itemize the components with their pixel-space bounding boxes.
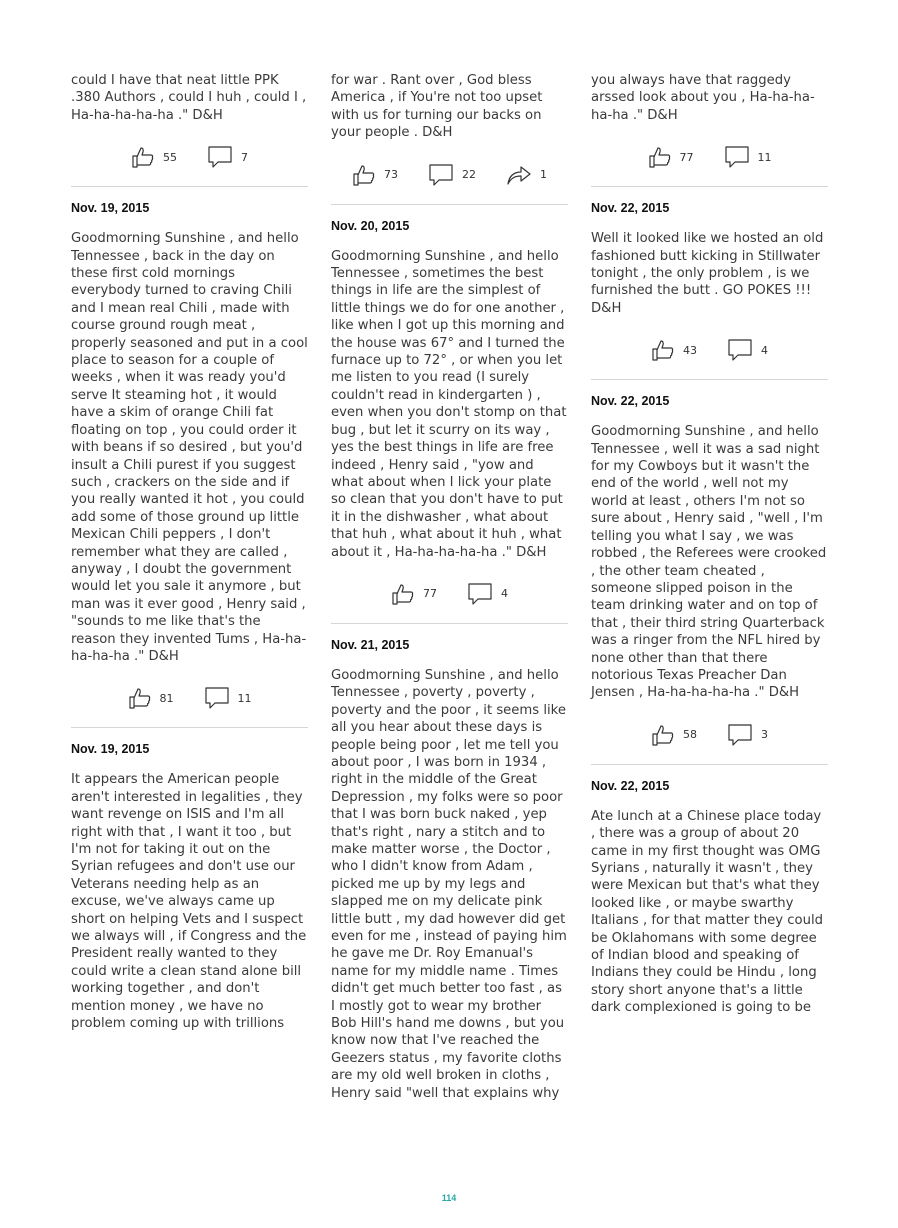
comment-count: 4 bbox=[761, 343, 768, 357]
divider bbox=[591, 186, 828, 187]
post-text: Well it looked like we hosted an old fashioned butt kicking in Stillwater tonight , the only problem , is we furnished the butt . GO POKES !!! D&H bbox=[591, 231, 824, 316]
thumbs-up-icon bbox=[128, 686, 152, 710]
like-count: 73 bbox=[384, 168, 398, 182]
post-text: It appears the American people aren't interested in legalities , they want revenge on ISIS and I'm all right with that , I want it too , but I'm not for taking it out on the Syrian refugees and don't use our Veterans needing help as an excuse, we've always came up short on helping Vets and I suspect we always will , if Congress and the President really wanted to they could write a clean stand alone bill working together , and don't mention money , we have no problem coming up with trillions bbox=[71, 772, 307, 1032]
like-count: 55 bbox=[163, 150, 177, 164]
post-text: Goodmorning Sunshine , and hello Tennessee , poverty , poverty , poverty and the poor , it seems like all you hear about these days is people being poor , let me tell you about poor , I was born in 1934 , right in the middle of the Great Depression , my folks were so poor that I was born buck naked , yep that's right , nary a stitch and to make matter worse , the Doctor , who I didn't know from Adam , picked me up by my legs and slapped me on my delicate pink little butt , my dad however did get even for me , instead of paying him he gave me Dr. Roy Emanual's name for my middle name . Times didn't get much better too fast , as I mostly got to wear my brother Bob Hill's hand me downs , but you know now that I've reached the Geezers status , my favorite cloths are my old well broken in cloths , Henry said "well that explains why bbox=[331, 667, 567, 1101]
divider bbox=[331, 204, 568, 205]
post-date: Nov. 22, 2015 bbox=[591, 201, 670, 216]
post-actions bbox=[331, 160, 568, 190]
column-3 bbox=[591, 72, 828, 1017]
thumbs-up-icon bbox=[651, 338, 675, 362]
post-actions bbox=[71, 142, 308, 172]
like-count: 43 bbox=[683, 343, 697, 357]
post-actions bbox=[71, 683, 308, 713]
like-button[interactable] bbox=[651, 723, 697, 747]
speech-bubble-icon bbox=[207, 145, 233, 169]
speech-bubble-icon bbox=[428, 163, 454, 187]
thumbs-up-icon bbox=[648, 145, 672, 169]
post-date: Nov. 22, 2015 bbox=[591, 778, 670, 793]
divider bbox=[331, 623, 568, 624]
post-date: Nov. 19, 2015 bbox=[71, 742, 150, 757]
post-text: you always have that raggedy arssed look about you , Ha-ha-ha-ha-ha ." D&H bbox=[591, 73, 815, 123]
speech-bubble-icon bbox=[467, 582, 493, 606]
like-count: 77 bbox=[679, 150, 694, 164]
like-count: 77 bbox=[423, 587, 437, 601]
comment-button[interactable] bbox=[204, 686, 252, 710]
thumbs-up-icon bbox=[131, 145, 155, 169]
post-text: Goodmorning Sunshine , and hello Tennessee , sometimes the best things in life are the simplest of little things we do for one another , like when I got up this morning and the house was 67° and I turned the furnace up to 72° , or when you let me listen to you read (I surely couldn't read in kindergarten ) , even when you don't stomp on that bug , but let it scurry on its way , yes the best things in life are free indeed , Henry said , "yow and what about when I lick your plate so clean that you don't have to put it in the dishwasher , what about that huh , what about it huh , what about it , Ha-ha-ha-ha-ha ." D&H bbox=[331, 248, 567, 560]
post-text: could I have that neat little PPK .380 Authors , could I huh , could I , Ha-ha-ha-ha-ha ." D&H bbox=[71, 73, 307, 123]
speech-bubble-icon bbox=[204, 686, 230, 710]
divider bbox=[71, 186, 308, 187]
like-count: 58 bbox=[683, 728, 697, 742]
thumbs-up-icon bbox=[651, 723, 675, 747]
post-text: Goodmorning Sunshine , and hello Tennessee , back in the day on these first cold mornings everybody turned to craving Chili and I mean real Chili , made with course ground rough meat , properly seasoned and put in a cool place to season for a couple of weeks , when it was ready you'd serve It steaming hot , it would have a skim of orange Chili fat floating on top , you could order it with beans if so desired , but you'd insult a Chili purest if you suggest such , crackers on the side and if you really wanted it hot , you could add some of those ground up little Mexican Chili peppers , I don't remember what they are called , anyway , I doubt the government would let you sale it anymore , but man was it ever good , Henry said , "sounds to me like that's the reason they invented Tums , Ha-ha-ha-ha-ha ." D&H bbox=[71, 231, 308, 664]
share-count: 1 bbox=[540, 168, 547, 182]
like-button[interactable] bbox=[352, 163, 398, 187]
column-1 bbox=[71, 72, 308, 1032]
like-button[interactable] bbox=[391, 582, 437, 606]
divider bbox=[71, 727, 308, 728]
speech-bubble-icon bbox=[727, 723, 753, 747]
like-count: 81 bbox=[159, 691, 174, 705]
like-button[interactable] bbox=[131, 145, 177, 169]
comment-count: 3 bbox=[761, 728, 768, 742]
comment-count: 7 bbox=[241, 150, 248, 164]
comment-button[interactable] bbox=[467, 582, 508, 606]
comment-button[interactable] bbox=[207, 145, 248, 169]
post-actions bbox=[591, 720, 828, 750]
page-number: 114 bbox=[441, 1193, 457, 1203]
share-button[interactable] bbox=[506, 163, 547, 187]
post-date: Nov. 19, 2015 bbox=[71, 201, 150, 216]
post-text: for war . Rant over , God bless America , if You're not too upset with us for turning our backs on your people . D&H bbox=[331, 73, 543, 141]
post-actions bbox=[331, 579, 568, 609]
post-date: Nov. 22, 2015 bbox=[591, 394, 670, 409]
share-arrow-icon bbox=[506, 163, 532, 187]
like-button[interactable] bbox=[128, 686, 174, 710]
post-date: Nov. 21, 2015 bbox=[331, 637, 410, 652]
thumbs-up-icon bbox=[352, 163, 376, 187]
comment-count: 11 bbox=[237, 691, 252, 705]
comment-count: 22 bbox=[462, 168, 476, 182]
post-text: Goodmorning Sunshine , and hello Tennessee , well it was a sad night for my Cowboys but it wasn't the end of the world , well not my world at least , others I'm not so sure about , Henry said , "well , I'm telling you what I say , we was robbed , the Referees were crooked , the other team cheated , someone slipped poison in the team drinking water and on top of that , their third string Quarterback was a ringer from the NFL hired by none other than that there notorious Texas Preacher Dan Jensen , Ha-ha-ha-ha-ha ." D&H bbox=[591, 424, 827, 701]
post-text: Ate lunch at a Chinese place today , there was a group of about 20 came in my first thought was OMG Syrians , naturally it wasn't , they were Mexican but that's what they looked like , or maybe swarthy Italians , for that matter they could be Oklahomans with some degree of Indian blood and speaking of Indians they could be Hindu , long story short anyone that's a little dark complexioned is going to be bbox=[591, 808, 823, 1016]
divider bbox=[591, 379, 828, 380]
comment-button[interactable] bbox=[428, 163, 476, 187]
comment-count: 11 bbox=[757, 150, 772, 164]
post-actions bbox=[591, 142, 828, 172]
divider bbox=[591, 764, 828, 765]
post-date: Nov. 20, 2015 bbox=[331, 218, 410, 233]
comment-count: 4 bbox=[501, 587, 508, 601]
like-button[interactable] bbox=[651, 338, 697, 362]
thumbs-up-icon bbox=[391, 582, 415, 606]
column-2 bbox=[331, 72, 568, 1102]
like-button[interactable] bbox=[648, 145, 694, 169]
speech-bubble-icon bbox=[727, 338, 753, 362]
comment-button[interactable] bbox=[727, 338, 768, 362]
comment-button[interactable] bbox=[724, 145, 772, 169]
speech-bubble-icon bbox=[724, 145, 750, 169]
post-actions bbox=[591, 335, 828, 365]
comment-button[interactable] bbox=[727, 723, 768, 747]
